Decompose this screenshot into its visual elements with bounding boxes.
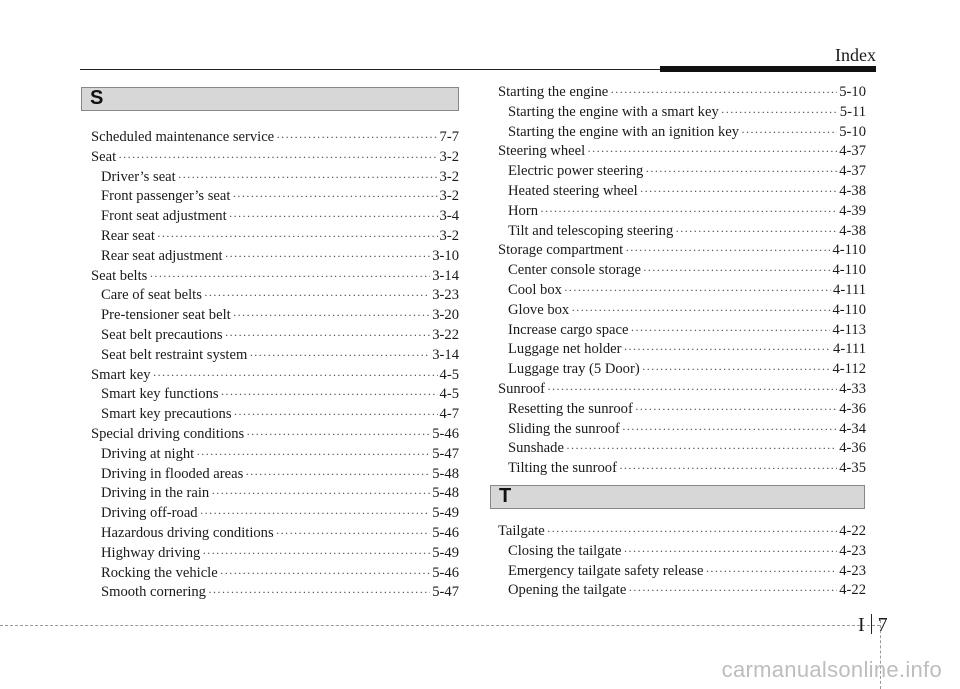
dot-leader: [225, 326, 431, 346]
section-letter-t: T: [499, 485, 512, 507]
index-entry-page: 5-47: [432, 445, 459, 462]
index-entry-page: 5-46: [432, 524, 459, 541]
index-entry-label: Steering wheel: [498, 143, 586, 160]
header-accent-bar: [660, 66, 876, 72]
index-entry: [498, 340, 866, 360]
index-entry-page: 3-20: [432, 307, 459, 324]
index-entry-label: Starting the engine: [498, 84, 609, 100]
index-entry: [91, 564, 459, 584]
index-entry: [498, 522, 866, 542]
index-entry: [91, 247, 459, 267]
index-entry-label: Tailgate: [498, 523, 545, 539]
dot-leader: [642, 360, 831, 380]
dot-leader: [571, 301, 830, 321]
index-column-right: [498, 83, 866, 479]
dot-leader: [721, 103, 838, 123]
dot-leader: [635, 400, 837, 420]
dot-leader: [245, 465, 430, 485]
dot-leader: [200, 504, 431, 524]
index-entry: [498, 360, 866, 380]
index-entry-page: 3-2: [439, 227, 459, 244]
index-entry-label: Driving off-road: [101, 505, 198, 522]
index-entry-label: Cool box: [508, 281, 562, 298]
dot-leader: [249, 346, 430, 366]
index-entry-page: 4-34: [839, 420, 866, 437]
index-entry-page: 5-11: [839, 103, 866, 120]
index-entry-label: Highway driving: [101, 544, 201, 561]
index-entry-label: Emergency tailgate safety release: [508, 562, 704, 579]
index-entry: [498, 83, 866, 103]
dot-leader: [220, 564, 431, 584]
index-entry: [498, 261, 866, 281]
index-entry-page: 5-49: [432, 505, 459, 522]
dot-leader: [547, 522, 837, 542]
index-entry-page: 3-2: [439, 188, 459, 205]
index-entry: [91, 207, 459, 227]
index-entry-label: Rear seat: [101, 227, 155, 244]
dot-leader: [564, 281, 831, 301]
index-entry: [91, 385, 459, 405]
index-entry-page: 4-5: [439, 386, 459, 403]
index-entry: [498, 103, 866, 123]
index-entry: [498, 321, 866, 341]
index-entry-page: 4-36: [839, 400, 866, 417]
index-entry: [91, 227, 459, 247]
index-entry: [498, 542, 866, 562]
section-letter-s: S: [90, 87, 104, 109]
index-entry-label: Electric power steering: [508, 163, 644, 180]
index-entry-page: 5-46: [432, 564, 459, 581]
index-entry-page: 4-7: [439, 406, 459, 423]
dot-leader: [118, 148, 437, 168]
dot-leader: [233, 306, 431, 326]
dot-leader: [640, 182, 838, 202]
index-entry-page: 3-10: [432, 247, 459, 264]
index-entry-page: 5-46: [432, 425, 459, 442]
index-entry: [91, 346, 459, 366]
page-title: Index: [835, 45, 876, 65]
index-entry-page: 5-10: [839, 84, 866, 100]
dot-leader: [211, 484, 430, 504]
index-entry-page: 4-22: [839, 523, 866, 539]
index-entry-label: Sliding the sunroof: [508, 420, 620, 437]
index-entry-page: 4-113: [832, 321, 866, 338]
index-entry-label: Tilting the sunroof: [508, 460, 617, 477]
dot-leader: [705, 562, 837, 582]
index-entry-page: 4-37: [839, 143, 866, 160]
dot-leader: [619, 459, 837, 479]
page-number-divider: [871, 614, 872, 634]
index-entry-page: 3-14: [432, 346, 459, 363]
page-number-value: 7: [877, 614, 888, 636]
dot-leader: [630, 321, 830, 341]
index-entry-page: 4-110: [832, 242, 866, 259]
index-entry-label: Increase cargo space: [508, 321, 629, 338]
index-entry: [91, 484, 459, 504]
index-entry: [498, 400, 866, 420]
index-entry-label: Resetting the sunroof: [508, 400, 633, 417]
index-column-left: [91, 128, 459, 603]
dot-leader: [246, 425, 430, 445]
index-entry-page: 5-10: [839, 123, 866, 140]
index-entry: [498, 301, 866, 321]
dot-leader: [196, 445, 430, 465]
index-entry: [91, 366, 459, 386]
index-entry-page: 4-33: [839, 380, 866, 397]
index-entry-page: 4-110: [832, 301, 866, 318]
dot-leader: [610, 83, 837, 103]
index-entry-label: Smart key functions: [101, 386, 219, 403]
index-entry: [498, 420, 866, 440]
dot-leader: [234, 405, 438, 425]
index-entry: [498, 459, 866, 479]
index-entry-label: Glove box: [508, 301, 570, 318]
index-entry-page: 5-48: [432, 485, 459, 502]
dot-leader: [624, 542, 838, 562]
index-entry-page: 4-39: [839, 202, 866, 219]
index-entry-label: Starting the engine with a smart key: [508, 103, 719, 120]
index-entry-label: Horn: [508, 202, 538, 219]
index-entry-page: 4-111: [833, 281, 866, 298]
page-number: [858, 614, 888, 637]
index-entry-label: Driver’s seat: [101, 168, 176, 185]
dot-leader: [625, 241, 830, 261]
index-entry-page: 3-22: [432, 326, 459, 343]
index-entry-label: Driving at night: [101, 445, 195, 462]
dot-leader: [229, 207, 438, 227]
dot-leader: [157, 227, 438, 247]
index-entry-label: Seat belt precautions: [101, 326, 223, 343]
dot-leader: [153, 366, 438, 386]
index-entry: [498, 222, 866, 242]
dot-leader: [276, 524, 431, 544]
index-entry: [498, 162, 866, 182]
footer-rule: [0, 625, 880, 626]
index-entry-page: 5-47: [432, 584, 459, 601]
index-entry-label: Rear seat adjustment: [101, 247, 223, 264]
index-entry-label: Seat: [91, 148, 117, 165]
section-header-t: [490, 485, 865, 509]
index-entry-page: 3-2: [439, 168, 459, 185]
index-entry-label: Smooth cornering: [101, 584, 206, 601]
index-entry-page: 4-23: [839, 542, 866, 559]
index-entry-page: 4-36: [839, 440, 866, 457]
dot-leader: [622, 420, 837, 440]
index-entry-label: Sunroof: [498, 380, 546, 397]
index-entry-label: Pre-tensioner seat belt: [101, 307, 231, 324]
index-entry-page: 4-23: [839, 562, 866, 579]
index-entry-page: 3-23: [432, 287, 459, 304]
index-entry: [498, 182, 866, 202]
dot-leader: [149, 267, 430, 287]
dot-leader: [741, 123, 837, 143]
dot-leader: [202, 544, 430, 564]
index-entry-page: 4-22: [839, 582, 866, 599]
index-entry: [498, 142, 866, 162]
index-entry: [91, 168, 459, 188]
dot-leader: [623, 340, 831, 360]
index-entry-page: 4-35: [839, 460, 866, 477]
index-entry: [91, 267, 459, 287]
index-column-t: [498, 522, 866, 601]
index-entry: [91, 286, 459, 306]
index-entry: [498, 281, 866, 301]
index-entry-label: Driving in flooded areas: [101, 465, 244, 482]
dot-leader: [587, 142, 837, 162]
index-entry-label: Seat belt restraint system: [101, 346, 248, 363]
index-entry-label: Starting the engine with an ignition key: [508, 123, 740, 140]
index-entry-label: Rocking the vehicle: [101, 564, 218, 581]
index-entry-label: Storage compartment: [498, 242, 624, 259]
dot-leader: [675, 222, 837, 242]
index-entry-label: Sunshade: [508, 440, 564, 457]
index-entry-label: Scheduled maintenance service: [91, 129, 275, 145]
index-entry-label: Closing the tailgate: [508, 542, 622, 559]
index-entry-page: 4-112: [832, 361, 866, 378]
dot-leader: [204, 286, 430, 306]
index-entry-label: Luggage net holder: [508, 341, 622, 358]
index-entry-page: 3-2: [439, 148, 459, 165]
index-entry-page: 4-37: [839, 163, 866, 180]
index-entry-label: Front seat adjustment: [101, 208, 227, 225]
index-entry-page: 7-7: [439, 129, 459, 145]
index-entry-label: Seat belts: [91, 267, 148, 284]
index-entry-label: Smart key: [91, 366, 151, 383]
index-entry: [498, 123, 866, 143]
index-entry: [91, 524, 459, 544]
index-entry: [498, 562, 866, 582]
index-entry-label: Opening the tailgate: [508, 582, 627, 599]
index-entry: [91, 306, 459, 326]
index-entry: [91, 445, 459, 465]
index-entry: [498, 241, 866, 261]
section-header-s: [81, 87, 459, 111]
index-entry-page: 4-110: [832, 262, 866, 279]
index-entry-label: Smart key precautions: [101, 406, 232, 423]
index-entry: [91, 187, 459, 207]
index-entry-page: 3-4: [439, 208, 459, 225]
index-entry-label: Heated steering wheel: [508, 182, 638, 199]
dot-leader: [221, 385, 438, 405]
index-entry-label: Luggage tray (5 Door): [508, 361, 640, 378]
dot-leader: [547, 380, 837, 400]
index-entry-label: Tilt and telescoping steering: [508, 222, 674, 239]
index-entry: [91, 465, 459, 485]
dot-leader: [643, 261, 831, 281]
dot-leader: [276, 128, 437, 148]
index-entry: [91, 425, 459, 445]
dot-leader: [225, 247, 431, 267]
dot-leader: [540, 202, 837, 222]
index-entry-page: 5-49: [432, 544, 459, 561]
index-entry: [91, 128, 459, 148]
index-entry: [91, 326, 459, 346]
index-entry: [91, 544, 459, 564]
index-entry-page: 5-48: [432, 465, 459, 482]
index-entry-page: 4-38: [839, 222, 866, 239]
watermark: carmanualsonline.info: [721, 657, 942, 682]
index-entry: [91, 405, 459, 425]
index-entry-label: Center console storage: [508, 262, 641, 279]
index-entry-label: Front passenger’s seat: [101, 188, 231, 205]
dot-leader: [208, 583, 430, 603]
index-entry-page: 3-14: [432, 267, 459, 284]
section-code: I: [858, 614, 865, 636]
dot-leader: [645, 162, 837, 182]
dot-leader: [566, 439, 837, 459]
dot-leader: [628, 581, 837, 601]
index-entry: [498, 581, 866, 601]
dot-leader: [232, 187, 437, 207]
index-entry-label: Driving in the rain: [101, 485, 210, 502]
index-entry: [498, 439, 866, 459]
index-entry: [498, 202, 866, 222]
index-entry: [91, 583, 459, 603]
index-entry-label: Care of seat belts: [101, 287, 202, 304]
index-entry-page: 4-111: [833, 341, 866, 358]
index-entry-label: Hazardous driving conditions: [101, 524, 274, 541]
index-entry-page: 4-38: [839, 182, 866, 199]
dot-leader: [178, 168, 438, 188]
index-entry-label: Special driving conditions: [91, 425, 245, 442]
index-entry: [498, 380, 866, 400]
index-entry: [91, 504, 459, 524]
index-entry: [91, 148, 459, 168]
index-entry-page: 4-5: [439, 366, 459, 383]
